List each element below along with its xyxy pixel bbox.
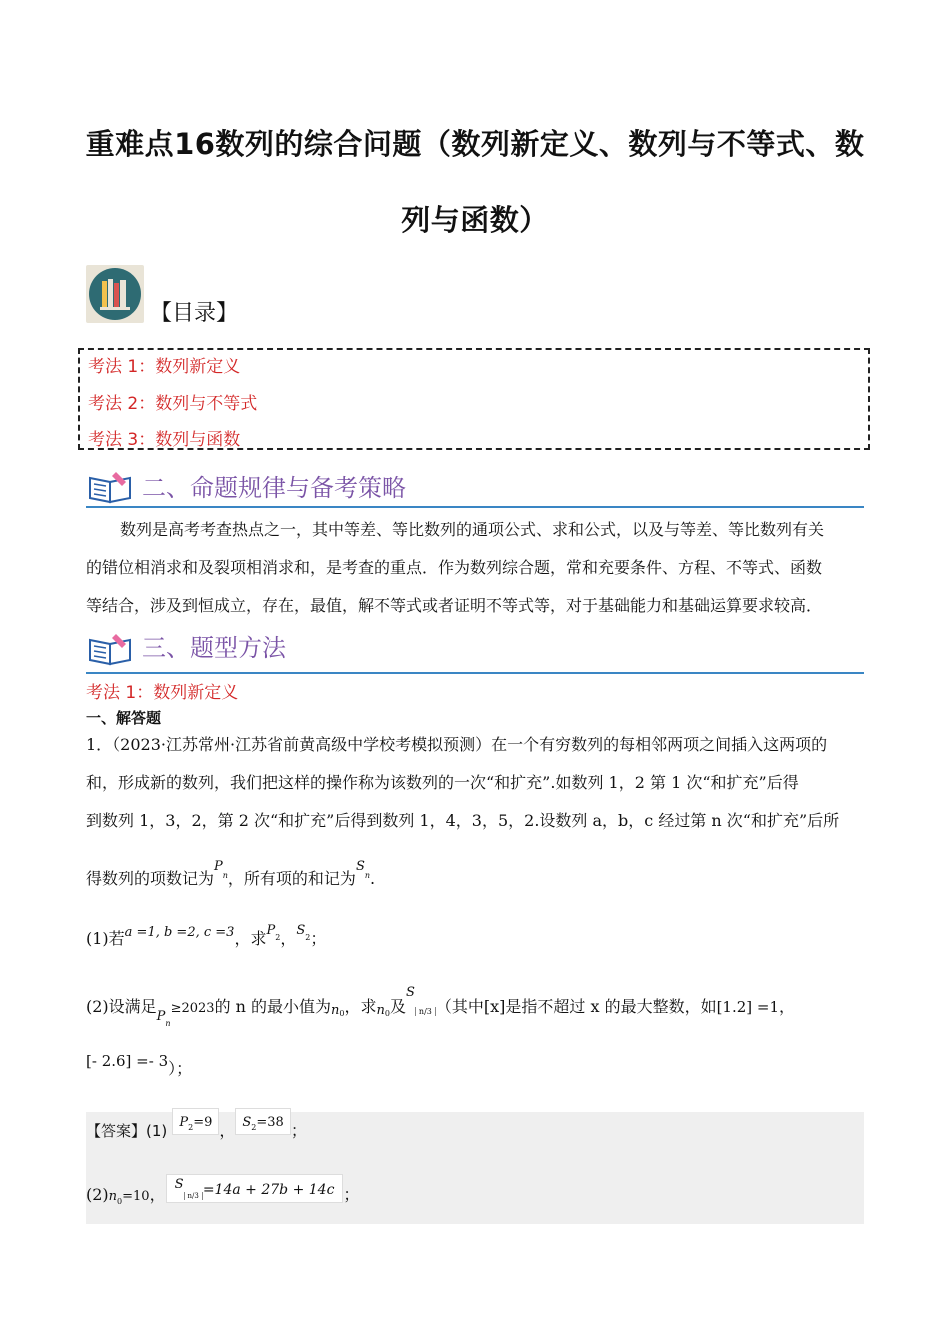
math-sub: 2 — [305, 933, 311, 943]
section-3-divider — [86, 672, 864, 674]
toc-item-2[interactable]: 考法 2：数列与不等式 — [88, 394, 258, 414]
section-2-divider — [86, 506, 864, 508]
toc-label: 【目录】 — [150, 301, 239, 326]
page-title-line-1: 重难点16数列的综合问题（数列新定义、数列与不等式、数 — [85, 127, 865, 161]
math-s2: S — [296, 923, 306, 938]
math-sub: n — [364, 871, 370, 881]
math-s-floor: S — [174, 1177, 184, 1192]
p2-value: =9 — [193, 1115, 213, 1130]
math-sub: 2 — [188, 1123, 194, 1133]
question-text: . — [370, 869, 376, 888]
math-s2: S — [242, 1115, 252, 1130]
part-1-line — [86, 923, 327, 950]
math-sub: n — [222, 871, 228, 881]
math-p: P — [214, 859, 223, 874]
answer-line-1 — [86, 1115, 307, 1145]
part-2-text-2: ，求 — [344, 997, 377, 1016]
part-2-prefix: (2)设满足 — [86, 997, 157, 1016]
answer-sep: ， — [149, 1185, 166, 1204]
book-stack-icon — [86, 265, 144, 323]
math-sub: 2 — [251, 1123, 257, 1133]
answer-s2 — [235, 1108, 290, 1135]
answer-part2-prefix: (2) — [86, 1185, 109, 1204]
part-2-line — [86, 985, 796, 1029]
part-2-and: 及 — [390, 997, 407, 1016]
page-title-line-2: 列与函数） — [401, 203, 549, 237]
floor-fraction: n/3 — [415, 1007, 436, 1016]
example-2: [- 2.6] =- 3 — [86, 1052, 169, 1070]
question-text: ，所有项的和记为 — [227, 869, 356, 888]
part-2-text-3: （其中[x]是指不超过 x 的最大整数，如 — [435, 997, 717, 1016]
floor-fraction: n/3 — [184, 1192, 203, 1200]
open-book-icon — [86, 468, 134, 506]
math-s-floor: S — [406, 985, 415, 1000]
question-line-3: 到数列 1，3，2，第 2 次“和扩充”后得到数列 1，4，3，5，2.设数列 a，b，c 经过第 n 次“和扩充”后所 — [86, 811, 840, 830]
part-2-text-1: 的 n 的最小值为 — [214, 997, 332, 1016]
section-2-para-line-1: 数列是高考考查热点之一，其中等差、等比数列的通项公式、求和公式，以及与等差、等比数列有关 — [120, 520, 825, 539]
section-3-title: 三、题型方法 — [142, 634, 286, 662]
open-book-icon — [86, 630, 134, 668]
part-1-math: a =1, b =2, c =3 — [124, 925, 235, 940]
question-line-1: 1．（2023·江苏常州·江苏省前黄高级中学校考模拟预测）在一个有穷数列的每相邻两项之间插入这两项的 — [86, 735, 828, 754]
math-n0: n — [376, 1003, 385, 1018]
answer-s-expression — [166, 1174, 344, 1203]
question-text: 得数列的项数记为 — [86, 869, 215, 888]
part-2-line-2 — [86, 1052, 193, 1079]
math-pn: P — [156, 1009, 166, 1024]
math-sub: 2 — [275, 933, 281, 943]
toc-item-3[interactable]: 考法 3：数列与函数 — [88, 430, 241, 450]
part-1-mid: ，求 — [234, 929, 267, 948]
s2-value: =38 — [256, 1115, 284, 1130]
answer-end-2: ； — [343, 1185, 360, 1204]
part-1-sep: ， — [280, 929, 297, 948]
toc-item-1[interactable]: 考法 1：数列新定义 — [88, 357, 241, 377]
question-line-4 — [86, 859, 376, 890]
answer-sep: ， — [219, 1121, 236, 1140]
part-2-ineq: ≥2023 — [170, 1001, 215, 1016]
math-p2: P — [179, 1115, 189, 1130]
answer-label: 【答案】(1) — [86, 1122, 168, 1140]
answer-end-1: ； — [290, 1121, 307, 1140]
part-2-end: ）； — [168, 1059, 193, 1078]
part-1-prefix: (1)若 — [86, 929, 125, 948]
question-line-2: 和，形成新的数列，我们把这样的操作称为该数列的一次“和扩充”.如数列 1，2 第 1 次“和扩充”后得 — [86, 773, 799, 792]
section-2-para-line-2: 的错位相消求和及裂项相消求和，是考查的重点．作为数列综合题，常和充要条件、方程、不等式、函数 — [86, 558, 823, 577]
math-s: S — [355, 859, 365, 874]
math-p2: P — [266, 923, 276, 938]
method-title: 考法 1：数列新定义 — [86, 683, 239, 703]
math-n0: n — [108, 1189, 118, 1204]
math-sub: n — [165, 1019, 171, 1029]
part-2-comma: ， — [779, 997, 796, 1016]
section-2-para-line-3: 等结合，涉及到恒成立，存在，最值，解不等式或者证明不等式等，对于基础能力和基础运算要求较高． — [86, 596, 823, 615]
answer-line-2 — [86, 1177, 360, 1209]
math-sub: 0 — [384, 1009, 390, 1019]
example-1: [1.2] =1 — [716, 998, 780, 1016]
math-n0: n — [331, 1003, 340, 1018]
n0-value: =10 — [122, 1189, 150, 1204]
math-sub: 0 — [117, 1197, 123, 1207]
section-2-title: 二、命题规律与备考策略 — [142, 474, 406, 502]
math-sub: 0 — [339, 1009, 345, 1019]
sub-heading: 一、解答题 — [86, 709, 162, 727]
answer-p2 — [172, 1108, 219, 1135]
s-expression: =14a + 27b + 14c — [202, 1182, 335, 1198]
part-1-end: ； — [310, 929, 327, 948]
